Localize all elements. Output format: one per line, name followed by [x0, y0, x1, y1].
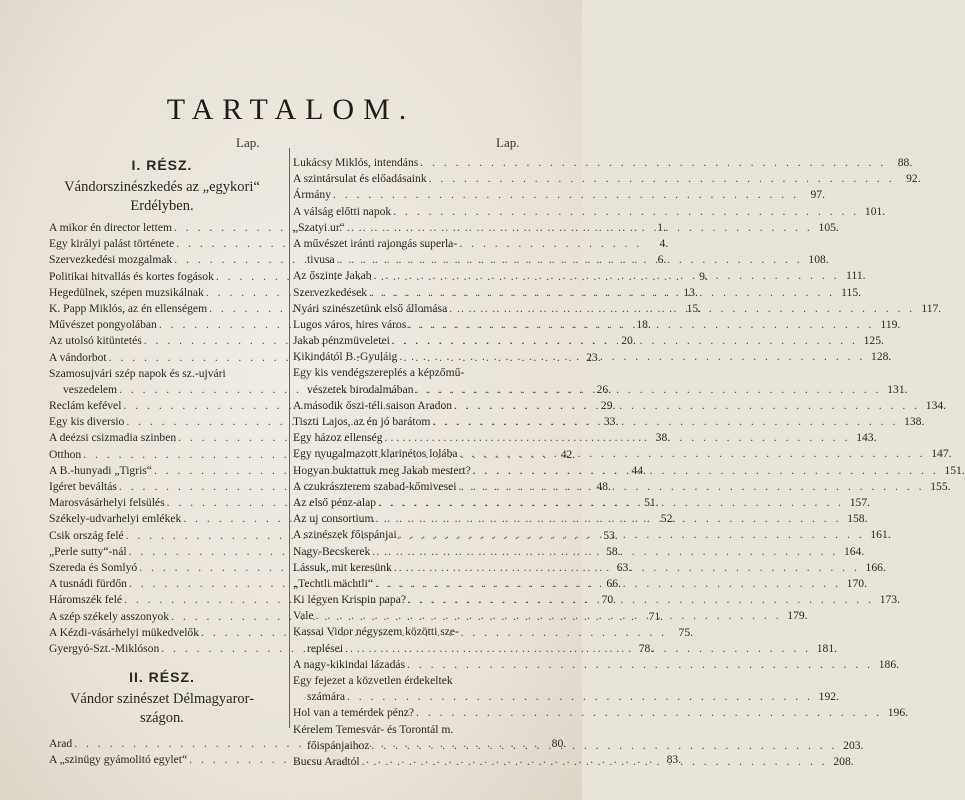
toc-entry-title: „Techtli mächtli“: [293, 576, 373, 590]
toc-entry[interactable]: [293, 268, 866, 284]
toc-entry-page: 29.: [600, 399, 616, 413]
toc-entry[interactable]: [293, 204, 886, 220]
toc-entry-page: 51.: [644, 496, 659, 510]
toc-entry-page: 4.: [659, 237, 669, 251]
toc-entry-page: 15.: [686, 301, 702, 315]
toc-entry-title: Hogyan buktattuk meg Jakab mestert?: [293, 463, 471, 477]
dot-leader: [447, 301, 917, 317]
toc-entry-page: 134.: [925, 398, 947, 412]
dot-leader: [430, 414, 900, 430]
dot-leader: [376, 495, 846, 511]
toc-entry-page: 71.: [648, 609, 664, 623]
toc-entry-title: veszedelem: [63, 382, 118, 396]
toc-entry-title: Vale: [293, 609, 314, 623]
toc-entry[interactable]: Kérelem Temesvár- és Torontál m. főispánjaihoz . . . 203.: [293, 722, 525, 754]
toc-entry-title: Egy nyugalmazott klarinétos lolába: [293, 447, 458, 461]
toc-entry-page: 125.: [863, 334, 884, 348]
dot-leader: [383, 430, 853, 446]
dot-leader: [370, 544, 840, 560]
toc-entry-page: 9.: [699, 269, 708, 283]
toc-entry-title: Nyári szinészetünk első állomása: [293, 301, 448, 315]
dot-leader: [314, 608, 784, 624]
dot-leader: [374, 511, 844, 527]
toc-entry-page: 97.: [810, 188, 825, 202]
toc-entry-title: A B.-hunyadi „Tigris“: [49, 463, 152, 477]
lap-label-right: Lap.: [496, 135, 520, 150]
toc-entry-page: 119.: [880, 317, 901, 331]
toc-entry-page: 66.: [606, 577, 621, 591]
section-one-title: Vándorszinészkedés az „egykori“ Erdélyben.: [64, 179, 260, 214]
toc-entry-title: A szinészek főispánjai: [293, 528, 397, 542]
dot-leader: [390, 333, 860, 349]
dot-leader: [391, 204, 861, 220]
toc-entry-page: 48.: [596, 480, 611, 493]
toc-entry-title: Szervezkedési mozgalmak: [49, 253, 173, 267]
toc-entry-page: 70.: [601, 593, 617, 607]
toc-entry-title: Politikai hitvallás és kortes fogások: [49, 269, 214, 283]
toc-entry-page: 20.: [621, 334, 636, 348]
dot-leader: [406, 317, 876, 333]
toc-entry-page: 164.: [843, 544, 865, 558]
toc-entry-title: K. Papp Miklós, az én ellenségem: [49, 301, 208, 315]
toc-entry-page: 53.: [603, 528, 618, 542]
toc-entry-title: A deézsi csizmadia szinben: [49, 431, 177, 445]
toc-entry-page: 151.: [944, 463, 965, 477]
toc-entry[interactable]: [49, 236, 669, 252]
dot-leader: [369, 738, 839, 754]
dot-leader: [397, 527, 867, 543]
toc-entry[interactable]: Hol van a temérdek pénz? . . . 196.: [293, 705, 525, 721]
toc-entry-page: 92.: [906, 172, 921, 186]
dot-leader: [405, 657, 875, 673]
toc-entry-page: 1.: [657, 221, 666, 234]
toc-entry-title: Kikindától B.-Gyuláig: [293, 350, 398, 364]
toc-entry-page: 6.: [657, 253, 667, 267]
dot-leader: [345, 220, 815, 236]
toc-entry-page: 13.: [683, 285, 698, 299]
toc-entry-page: 166.: [865, 560, 886, 574]
page-title: TARTALOM.: [166, 93, 416, 126]
toc-entry-title: Hegedülnek, szépen muzsikálnak: [49, 285, 204, 299]
toc-entry[interactable]: [49, 641, 654, 657]
toc-entry[interactable]: [293, 187, 825, 203]
toc-entry-title: Egy kis diversio: [49, 415, 125, 429]
toc-entry-title: Lássuk, mit keresünk: [293, 560, 392, 574]
toc-entry-title: Az uj consortium: [293, 512, 374, 526]
toc-entry[interactable]: [49, 736, 567, 752]
toc-entry-page: 147.: [931, 447, 952, 461]
toc-entry-page: 143.: [856, 431, 877, 445]
toc-entry-title: Háromszék felé: [49, 593, 123, 607]
toc-entry-title: Ármány: [293, 188, 331, 202]
toc-entry-title: Reclám kefével: [49, 399, 122, 413]
toc-entry-page: 138.: [904, 415, 925, 428]
toc-entry-page: 26.: [596, 382, 612, 396]
toc-entry-page: 75.: [678, 625, 694, 639]
toc-entry-page: 155.: [930, 479, 951, 493]
dot-leader: [414, 382, 884, 398]
toc-entry[interactable]: Szamosujvári szép napok és sz.-ujvári veszedelem . . . 26.: [49, 366, 275, 398]
dot-leader: [367, 285, 837, 301]
toc-entry-title: A válság előtti napok: [293, 204, 392, 218]
toc-entry-page: 23.: [586, 350, 601, 364]
toc-entry-page: 58.: [606, 544, 621, 558]
dot-leader: [452, 398, 922, 414]
toc-entry-page: 83.: [666, 753, 682, 767]
toc-list-right-one: [293, 155, 921, 236]
toc-entry-page: 63.: [616, 560, 632, 574]
dot-leader: [458, 446, 928, 462]
toc-entry-title: A szép székely asszonyok: [49, 609, 170, 623]
dot-leader: [392, 560, 862, 576]
toc-entry-title: Egy házoz ellenség: [293, 431, 383, 445]
dot-leader: [427, 171, 897, 187]
toc-entry-page: 38.: [655, 431, 671, 445]
toc-entry[interactable]: Egy fejezet a közvetlen érdekeltek számára . . . 192.: [293, 673, 525, 705]
toc-entry-title: A vándorbot: [49, 350, 107, 364]
toc-entry-title: Jakab pénzmüveletei: [293, 334, 390, 348]
toc-entry[interactable]: Kassai Vidor négyszem közötti sze- replései . . . 181.: [293, 624, 525, 656]
toc-entry-title: Tiszti Lajos, az én jó barátom: [293, 415, 431, 428]
toc-entry-title: Az első pénz-alap: [293, 495, 377, 509]
toc-entry-title: A „szinügy gyámolitó egylet“: [49, 753, 188, 767]
toc-entry-title: Művészet pongyolában: [49, 318, 157, 332]
toc-entry-title: Nagy-Becskerek: [293, 544, 371, 558]
part-one-heading: I. RÉSZ.: [131, 157, 193, 173]
toc-entry-title: A Kézdi-vásárhelyi mükedvelők: [49, 625, 200, 639]
toc-entry-title: A szintársulat és előadásaink: [293, 172, 427, 186]
toc-entry-page: 157.: [849, 495, 871, 509]
toc-entry-title: Az őszinte Jakab: [293, 269, 372, 283]
dot-leader: [345, 689, 815, 705]
dot-leader: [373, 576, 843, 592]
toc-entry[interactable]: [49, 252, 667, 268]
toc-entry-page: 128.: [871, 350, 892, 364]
section-two-title: Vándor szinészet Délmagyaror- szágon.: [69, 691, 255, 727]
dot-leader: [397, 349, 867, 365]
toc-entry-page: 78.: [638, 641, 654, 655]
lap-label-left: Lap.: [236, 135, 260, 150]
toc-entry-page: 88.: [897, 156, 913, 169]
toc-entry-page: 158.: [847, 512, 868, 526]
toc-entry[interactable]: [49, 625, 694, 641]
dot-leader: [372, 268, 842, 284]
toc-entry-title: Lukácsy Miklós, intendáns: [293, 156, 419, 169]
toc-entry-title: Szereda és Somlyó: [49, 560, 138, 574]
dot-leader: [360, 754, 830, 770]
toc-entry-title: A második őszi-téli saison Aradon: [293, 398, 453, 412]
toc-entry-title: A tusnádi fürdőn: [49, 577, 127, 591]
toc-entry[interactable]: Bucsu Aradtól . . . 208.: [293, 754, 525, 770]
dot-leader: [343, 641, 813, 657]
toc-entry-title: A czukrászterem szabad-kőmivesei: [293, 479, 457, 493]
toc-entry-title: Ki légyen Krispin papa?: [293, 593, 407, 607]
toc-entry-title: „Perle sutty“-nál: [49, 544, 127, 558]
toc-entry-title: „Szatyi ur“: [293, 220, 345, 234]
toc-entry-page: 33.: [603, 415, 619, 429]
toc-entry[interactable]: [293, 155, 913, 171]
toc-entry-title: Székely-udvarhelyi emlékek: [49, 512, 182, 526]
toc-entry-title: Gyergyó-Szt.-Miklóson: [49, 641, 160, 655]
toc-entry[interactable]: A művészet iránti rajongás superla- tivusa . . . 108.: [293, 236, 525, 268]
dot-leader: [457, 479, 927, 495]
dot-leader: [418, 155, 888, 171]
toc-entry-page: 18.: [636, 318, 651, 332]
toc-entry-page: 44.: [631, 463, 646, 477]
toc-entry-page: 179.: [787, 609, 808, 623]
toc-entry-page: 117.: [921, 301, 942, 315]
toc-entry-title: Az utolsó kitüntetés: [49, 334, 142, 348]
toc-entry-page: 105.: [818, 220, 839, 234]
toc-entry-page: 111.: [846, 269, 866, 283]
toc-entry-title: Egy királyi palást története: [49, 237, 175, 251]
toc-entry[interactable]: Egy kis vendégszereplés a képzőmű- vészetek birodalmában . . . 131.: [293, 365, 525, 397]
toc-entry-title: A mikor én director lettem: [49, 221, 172, 234]
toc-entry-page: 173.: [879, 593, 900, 607]
toc-entry-page: 52.: [660, 512, 676, 526]
toc-entry-page: 115.: [841, 285, 862, 299]
toc-entry-page: 101.: [864, 204, 886, 218]
part-two-heading: II. RÉSZ.: [129, 669, 195, 686]
toc-entry[interactable]: [293, 171, 921, 187]
toc-entry-title: Lugos város, hires város: [293, 317, 407, 331]
dot-leader: [471, 463, 941, 479]
dot-leader: [335, 252, 805, 268]
toc-entry-title: Marosvásárhelyi felsülés: [49, 496, 165, 510]
toc-entry-page: 161.: [870, 528, 891, 542]
toc-entry-title: Csik ország felé: [49, 528, 124, 542]
toc-entry-title: Igéret beváltás: [49, 480, 117, 493]
toc-entry-title: Szervezkedések: [293, 285, 368, 299]
dot-leader: [414, 705, 884, 721]
toc-entry-title: Otthon: [49, 447, 82, 461]
toc-entry-page: 42.: [560, 447, 576, 461]
toc-entry-page: 170.: [846, 576, 867, 590]
dot-leader: [406, 592, 876, 608]
toc-entry-page: 80.: [551, 737, 567, 751]
toc-entry[interactable]: A nagy-kikindai lázadás . . . 186.: [293, 657, 525, 673]
toc-entry[interactable]: [293, 220, 839, 236]
toc-entry-title: Arad: [49, 737, 73, 751]
dot-leader: [331, 187, 801, 203]
